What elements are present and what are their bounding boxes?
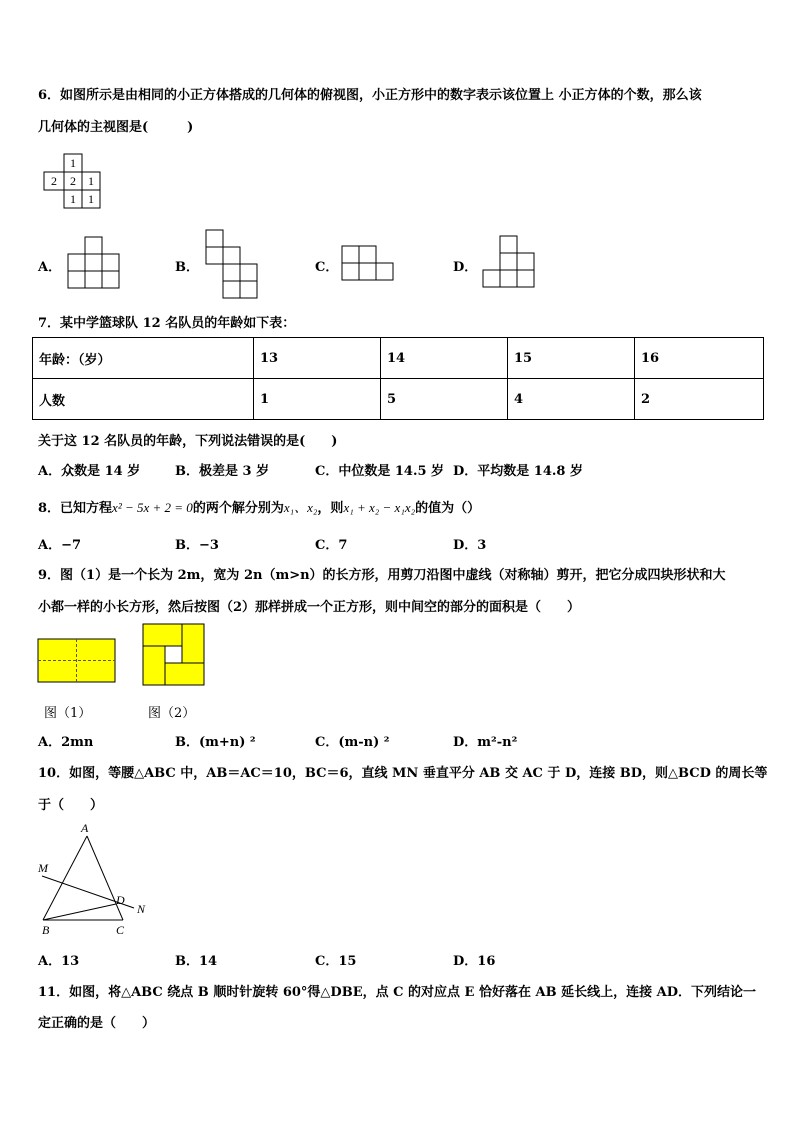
q9-stem-line2: 小都一样的小长方形，然后按图（2）那样拼成一个正方形，则中间空的部分的面积是（ ）	[38, 600, 581, 615]
q9-figure-1-label: 图（1）	[44, 706, 92, 721]
q7-question: 关于这 12 名队员的年龄，下列说法错误的是( )	[38, 434, 338, 449]
q8-option-a[interactable]: A．−7	[38, 538, 82, 553]
q7-stem: 7．某中学篮球队 12 名队员的年龄如下表：	[38, 316, 296, 331]
q6-option-d[interactable]: D．	[453, 260, 478, 275]
q6-stem-line2: 几何体的主视图是( )	[38, 120, 194, 135]
age-table	[32, 337, 764, 420]
q9-figure-2-label: 图（2）	[148, 706, 196, 721]
grid-cell-number: 1	[88, 192, 94, 206]
q8-mid2: ，则	[317, 501, 344, 516]
table-cell: 1	[254, 379, 381, 420]
q7-option-c[interactable]: C．中位数是 14.5 岁	[315, 464, 445, 479]
q6-option-c-figure	[342, 246, 396, 282]
point-label-b: B	[42, 923, 50, 937]
table-cell: 16	[635, 338, 764, 379]
q8-prefix: 8．已知方程	[38, 501, 113, 516]
q9-stem-line1: 9．图（1）是一个长为 2m，宽为 2n（m>n）的长方形，用剪刀沿图中虚线（对称轴）剪开，把它分成四块形状和大	[38, 568, 726, 583]
q6-stem-line1: 6．如图所示是由相同的小正方体搭成的几何体的俯视图，小正方形中的数字表示该位置上 小正方体的个数，那么该	[38, 88, 702, 103]
grid-cell-number: 1	[88, 174, 94, 188]
table-cell: 4	[508, 379, 635, 420]
q11-stem-line1: 11．如图，将△ABC 绕点 B 顺时针旋转 60°得△DBE，点 C 的对应点 E 恰好落在 AB 延长线上，连接 AD．下列结论一	[38, 985, 756, 1000]
q6-option-a-figure	[68, 237, 122, 289]
table-cell: 13	[254, 338, 381, 379]
table-cell: 15	[508, 338, 635, 379]
q10-option-c[interactable]: C．15	[315, 954, 357, 969]
grid-cell-number: 2	[51, 174, 57, 188]
q7-option-d[interactable]: D．平均数是 14.8 岁	[453, 464, 583, 479]
q8-stem	[38, 497, 480, 516]
q8-equation: x² − 5x + 2 = 0	[112, 500, 193, 515]
q9-figure-2-square	[143, 624, 207, 688]
point-label-n: N	[137, 902, 146, 916]
q10-option-d[interactable]: D．16	[453, 954, 496, 969]
q7-option-b[interactable]: B．极差是 3 岁	[175, 464, 270, 479]
table-row	[33, 338, 764, 379]
q8-mid: 的两个解分别为	[192, 501, 284, 516]
q6-option-b[interactable]: B．	[175, 260, 199, 275]
grid-cell-number: 1	[70, 192, 76, 206]
q6-option-a[interactable]: A．	[38, 260, 62, 275]
q9-option-b[interactable]: B．(m+n) ²	[175, 735, 256, 750]
q8-option-c[interactable]: C．7	[315, 538, 348, 553]
q6-option-c[interactable]: C．	[315, 260, 339, 275]
q6-top-view-grid	[44, 154, 104, 210]
q10-option-b[interactable]: B．14	[175, 954, 218, 969]
q7-option-a[interactable]: A．众数是 14 岁	[38, 464, 141, 479]
q8-option-b[interactable]: B．−3	[175, 538, 219, 553]
point-label-d: D	[116, 893, 125, 907]
table-cell: 人数	[33, 379, 254, 420]
grid-cell-number: 1	[70, 156, 76, 170]
q10-stem-line2: 于（ ）	[38, 798, 104, 813]
q8-roots: x₁、x₂	[283, 500, 318, 515]
q8-suffix: 的值为（）	[415, 501, 481, 516]
point-label-c: C	[116, 923, 125, 937]
q9-figure-1-rectangle	[38, 639, 118, 685]
grid-cell-number: 2	[70, 174, 76, 188]
q8-option-d[interactable]: D．3	[453, 538, 487, 553]
table-cell: 14	[381, 338, 508, 379]
point-label-a: A	[81, 821, 89, 835]
table-row	[33, 379, 764, 420]
q6-option-d-figure	[483, 236, 537, 290]
q10-stem-line1: 10．如图，等腰△ABC 中，AB＝AC＝10，BC＝6，直线 MN 垂直平分 AB 交 AC 于 D，连接 BD，则△BCD 的周长等	[38, 766, 768, 781]
q9-option-d[interactable]: D．m²-n²	[453, 735, 518, 750]
q10-option-a[interactable]: A．13	[38, 954, 80, 969]
q10-triangle-figure	[36, 820, 156, 938]
table-cell: 2	[635, 379, 764, 420]
point-label-m: M	[38, 861, 48, 875]
q8-expression: x₁ + x₂ − x₁x₂	[343, 500, 416, 515]
q6-option-b-figure	[206, 230, 262, 300]
q9-option-a[interactable]: A．2mn	[38, 735, 94, 750]
q11-stem-line2: 定正确的是（ ）	[38, 1016, 156, 1031]
table-cell: 5	[381, 379, 508, 420]
q9-option-c[interactable]: C．(m-n) ²	[315, 735, 390, 750]
table-cell: 年龄：（岁）	[33, 338, 254, 379]
